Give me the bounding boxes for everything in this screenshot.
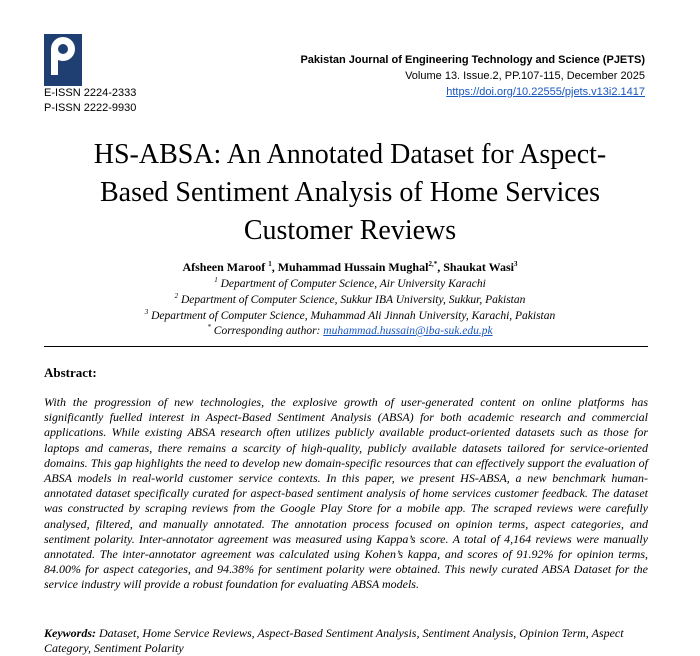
title-line-2: Based Sentiment Analysis of Home Services [99, 177, 601, 208]
affiliation-3-sup: 3 [144, 308, 149, 317]
p-issn: P-ISSN 2222-9930 [44, 102, 137, 114]
logo-p-stem [51, 49, 58, 75]
affiliation-2-text: Department of Computer Science, Sukkur IBA University, Sukkur, Pakistan [180, 294, 526, 306]
affiliation-1 [0, 277, 700, 291]
author-list: Afsheen Maroof $^1$, Muhammad Hussain Mughal$^{2,*}$, Shaukat Wasi$^3$ [182, 260, 518, 274]
doi-link[interactable]: https://doi.org/10.22555/pjets.v13i2.1417 [446, 86, 645, 98]
affiliation-3 [0, 309, 700, 323]
keywords-label: Keywords: [44, 626, 96, 640]
author-3: Shaukat Wasi [443, 260, 515, 274]
corresponding-email-link[interactable]: muhammad.hussain@iba-suk.edu.pk [323, 325, 493, 337]
corresponding-sup: * [207, 323, 211, 332]
journal-info [300, 52, 645, 100]
affiliation-3-text: Department of Computer Science, Muhammad Ali Jinnah University, Karachi, Pakistan [151, 310, 556, 322]
affiliation-1-sup: 1 [214, 276, 218, 285]
journal-volume: Volume 13. Issue.2, PP.107-115, December 2025 [405, 70, 645, 82]
abstract-body: With the progression of new technologies, the explosive growth of user-generated content on online platforms has significantly fuelled interest in Aspect-Based Sentiment Analysis (ABSA) for both academic research and commercial applications. While existing ABSA research often utilizes publicly available product-oriented datasets such as those for laptops and cameras, there remains a scarcity of high-quality, publicly available datasets tailored for service-oriented domains. This gap highlights the need to develop new domain-specific resources that can effectively support the evaluation of ABSA models in real-world customer service contexts. In this paper, we present HS-ABSA, a new benchmark human-annotated dataset specifically curated for aspect-based sentiment analysis of home services customer feedback. The dataset was constructed by scraping reviews from the Google Play Store for a mobile app. The scraped reviews were carefully analysed, filtered, and manually annotated. The annotation process focused on opinion terms, aspect categories, and sentiment polarity. Inter-annotator agreement was measured using Kappa’s score. A total of 4,164 reviews were manually annotated. The inter-annotator agreement was calculated using Kohen’s kappa, and scores of 91.92% for opinion terms, 84.00% for aspect categories, and 94.38% for sentiment polarity were obtained. This newly curated ABSA Dataset for the service industry will provide a robust foundation for evaluating ABSA models. [44, 395, 648, 592]
author-1-sup: 1 [268, 260, 272, 268]
logo-p-counter [58, 44, 68, 54]
section-divider [44, 346, 648, 347]
keywords [44, 626, 648, 656]
corresponding-author [0, 324, 700, 338]
journal-name: Pakistan Journal of Engineering Technology and Science (PJETS) [300, 54, 645, 66]
title-line-3: Customer Reviews [243, 215, 457, 246]
author-2: Muhammad Hussain Mughal [277, 260, 429, 274]
corresponding-label: Corresponding author: [213, 325, 321, 337]
author-1: Afsheen Maroof [182, 260, 266, 274]
affiliation-2 [0, 293, 700, 307]
author-2-sup: 2,* [428, 260, 438, 268]
logo-text: PJETS [50, 75, 78, 84]
author-3-sup: 3 [514, 260, 518, 268]
e-issn: E-ISSN 2224-2333 [44, 87, 137, 99]
affiliation-2-sup: 2 [174, 292, 179, 301]
keywords-text: Dataset, Home Service Reviews, Aspect-Based Sentiment Analysis, Sentiment Analysis, Opinion Term, Aspect Category, Sentiment Polarity [44, 626, 624, 655]
title-line-1: HS-ABSA: An Annotated Dataset for Aspect- [93, 139, 607, 170]
paper-title [30, 136, 670, 250]
abstract-heading: Abstract: [44, 365, 97, 380]
affiliation-1-text: Department of Computer Science, Air University Karachi [220, 278, 486, 290]
